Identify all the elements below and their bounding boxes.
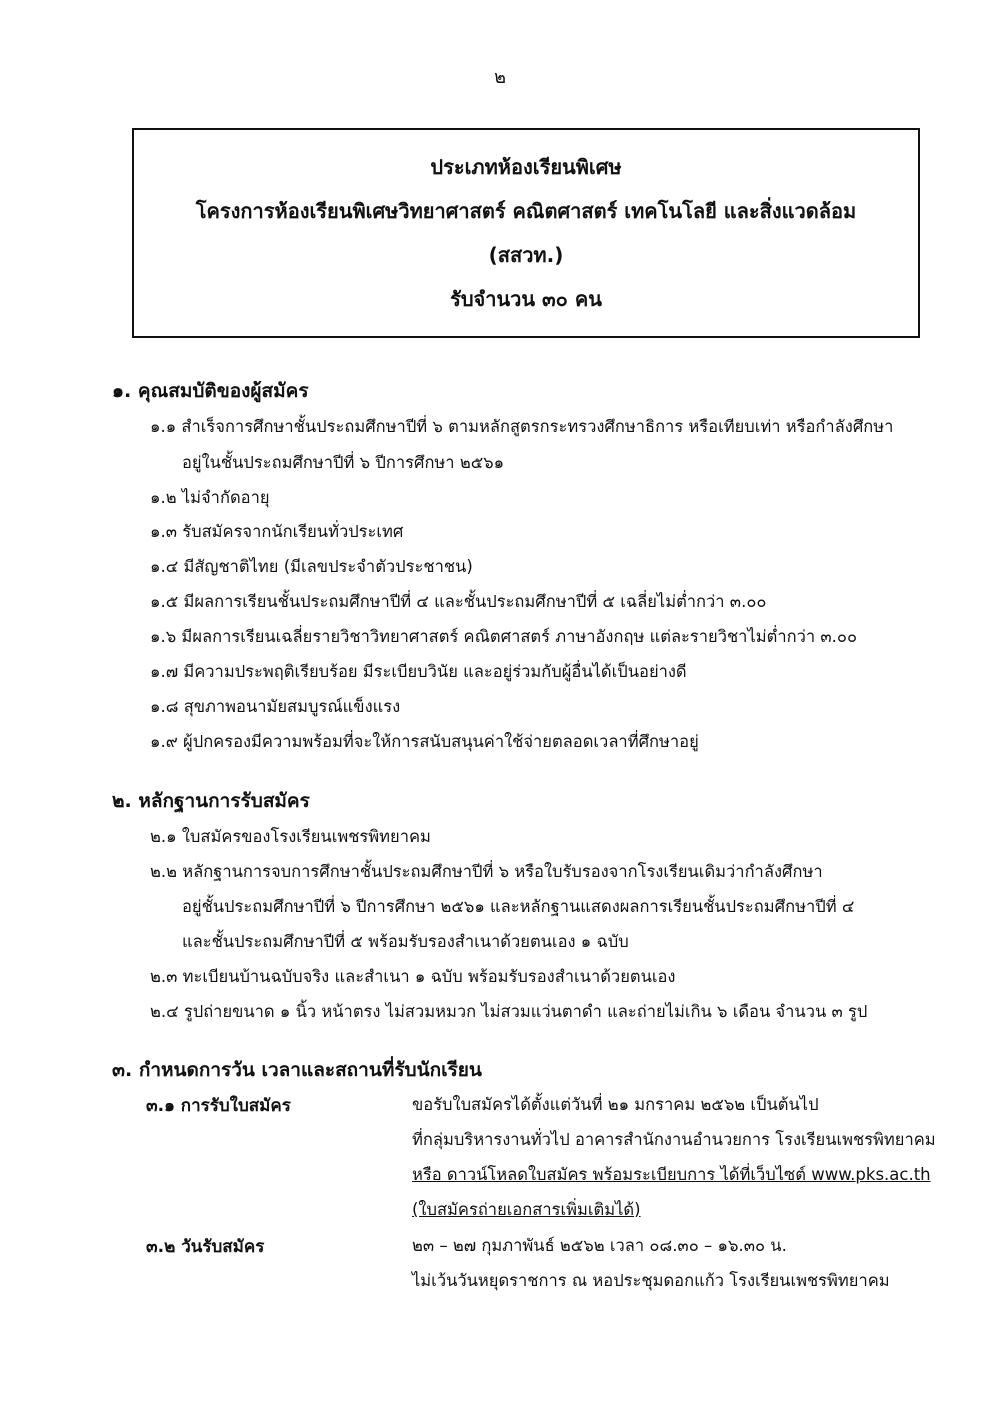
sub-3-2-line: ๒๓ – ๒๗ กุมภาพันธ์ ๒๕๖๒ เวลา ๐๘.๓๐ – ๑๖.๓๐ น. [412,1236,787,1255]
sub-3-1-label: ๓.๑ การรับใบสมัคร [146,1096,291,1116]
download-link[interactable]: หรือ ดาวน์โหลดใบสมัคร พร้อมระเบียบการ ได้ที่เว็บไซต์ www.pks.ac.th [412,1165,931,1184]
title-line-4: รับจำนวน ๓๐ คน [450,287,602,311]
sub-3-2-line: ไม่เว้นวันหยุดราชการ ณ หอประชุมดอกแก้ว โรงเรียนเพชรพิทยาคม [412,1271,890,1290]
list-item: อยู่ชั้นประถมศึกษาปีที่ ๖ ปีการศึกษา ๒๕๖๑ และหลักฐานแสดงผลการเรียนชั้นประถมศึกษาปีที่ ๔ [182,897,855,916]
photocopy-note: (ใบสมัครถ่ายเอกสารเพิ่มเติมได้) [412,1200,641,1219]
list-item: ๑.๔ มีสัญชาติไทย (มีเลขประจำตัวประชาชน) [150,557,473,576]
list-item: ๑.๙ ผู้ปกครองมีความพร้อมที่จะให้การสนับสนุนค่าใช้จ่ายตลอดเวลาที่ศึกษาอยู่ [150,732,699,751]
list-item: ๑.๕ มีผลการเรียนชั้นประถมศึกษาปีที่ ๔ และชั้นประถมศึกษาปีที่ ๕ เฉลี่ยไม่ต่ำกว่า ๓.๐๐ [150,592,767,611]
page-number: ๒ [494,67,506,88]
section-2-heading: ๒. หลักฐานการรับสมัคร [112,790,310,812]
sub-3-2-label: ๓.๒ วันรับสมัคร [146,1237,265,1257]
title-line-2: โครงการห้องเรียนพิเศษวิทยาศาสตร์ คณิตศาสตร์ เทคโนโลยี และสิ่งแวดล้อม [195,199,857,223]
list-item: อยู่ในชั้นประถมศึกษาปีที่ ๖ ปีการศึกษา ๒๕๖๑ [182,453,505,472]
list-item: ๑.๖ มีผลการเรียนเฉลี่ยรายวิชาวิทยาศาสตร์ คณิตศาสตร์ ภาษาอังกฤษ แต่ละรายวิชาไม่ต่ำกว่า ๓.๐๐ [150,627,858,646]
title-line-1: ประเภทห้องเรียนพิเศษ [430,155,622,179]
list-item: ๑.๗ มีความประพฤติเรียบร้อย มีระเบียบวินัย และอยู่ร่วมกับผู้อื่นได้เป็นอย่างดี [150,662,687,681]
title-box [132,128,920,338]
section-3-heading: ๓. กำหนดการวัน เวลาและสถานที่รับนักเรียน [112,1059,482,1081]
list-item: ๒.๑ ใบสมัครของโรงเรียนเพชรพิทยาคม [150,827,431,846]
sub-3-1-line: ขอรับใบสมัครได้ตั้งแต่วันที่ ๒๑ มกราคม ๒๕๖๒ เป็นต้นไป [412,1095,819,1114]
list-item: และชั้นประถมศึกษาปีที่ ๕ พร้อมรับรองสำเนาด้วยตนเอง ๑ ฉบับ [182,932,629,951]
list-item: ๑.๓ รับสมัครจากนักเรียนทั่วประเทศ [150,522,404,541]
title-line-3: (สสวท.) [488,243,564,267]
list-item: ๑.๑ สำเร็จการศึกษาชั้นประถมศึกษาปีที่ ๖ ตามหลักสูตรกระทรวงศึกษาธิการ หรือเทียบเท่า หรือกำลังศึกษา [150,417,894,436]
list-item: ๒.๔ รูปถ่ายขนาด ๑ นิ้ว หน้าตรง ไม่สวมหมวก ไม่สวมแว่นตาดำ และถ่ายไม่เกิน ๖ เดือน จำนวน ๓ รูป [150,1002,868,1021]
list-item: ๑.๒ ไม่จำกัดอายุ [150,488,270,507]
section-1-heading: ๑. คุณสมบัติของผู้สมัคร [112,380,309,402]
sub-3-1-line: ที่กลุ่มบริหารงานทั่วไป อาคารสำนักงานอำนวยการ โรงเรียนเพชรพิทยาคม [412,1130,936,1149]
list-item: ๑.๘ สุขภาพอนามัยสมบูรณ์แข็งแรง [150,697,401,716]
list-item: ๒.๒ หลักฐานการจบการศึกษาชั้นประถมศึกษาปีที่ ๖ หรือใบรับรองจากโรงเรียนเดิมว่ากำลังศึกษา [150,862,823,881]
list-item: ๒.๓ ทะเบียนบ้านฉบับจริง และสำเนา ๑ ฉบับ พร้อมรับรองสำเนาด้วยตนเอง [150,967,676,986]
